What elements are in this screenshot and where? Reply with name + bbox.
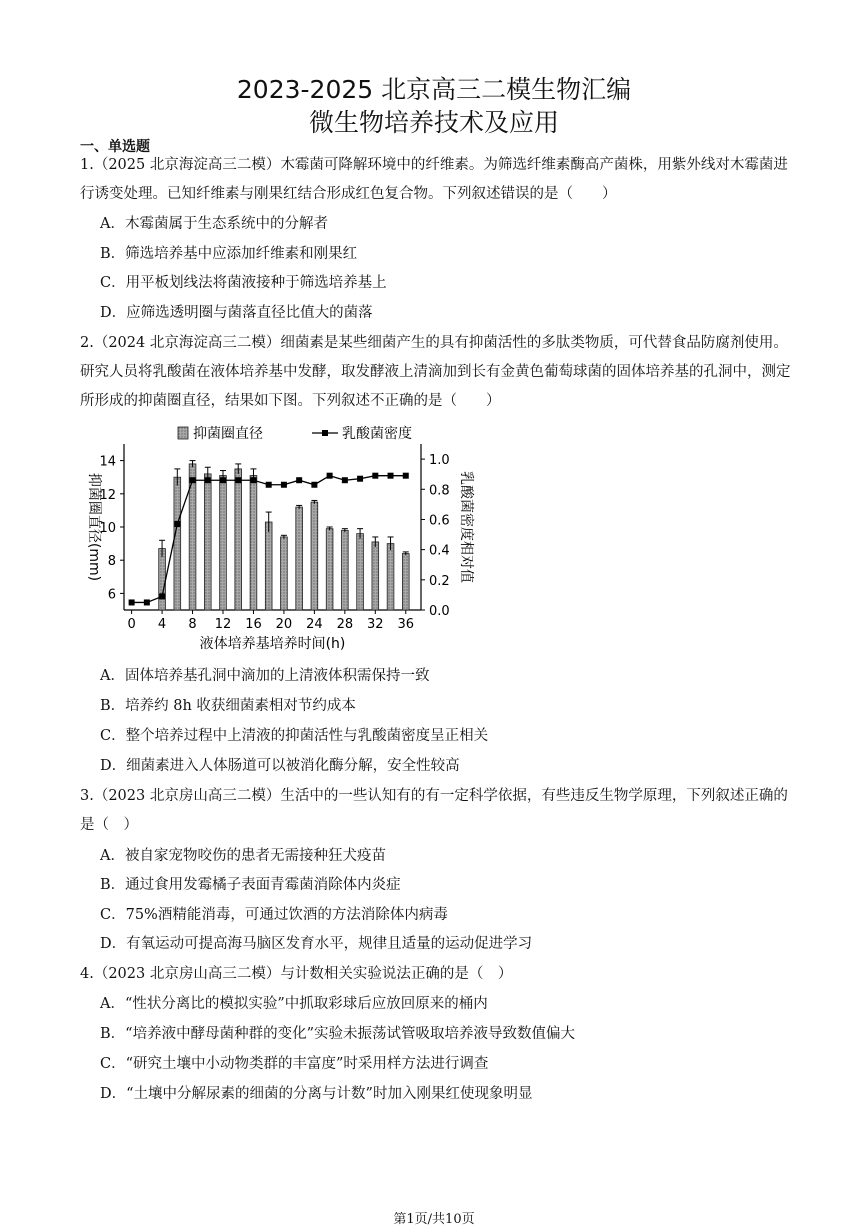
x-tick-label: 32 [367,617,384,632]
question-3-stem: 3.（2023 北京房山高三二模）生活中的一些认知有的有一定科学依据，有些违反生物学原理，下列叙述正确的是（ ） [80,788,788,833]
y-left-tick-label: 6 [107,587,116,603]
y-right-tick-label: 0.8 [429,483,450,499]
chart-line-point [129,599,135,605]
chart-bar [326,529,333,610]
y-left-tick-label: 8 [107,554,116,570]
question-2-stem: 2.（2024 北京海淀高三二模）细菌素是某些细菌产生的具有抑菌活性的多肽类物质，可代替食品防腐剂使用。研究人员将乳酸菌在液体培养基中发酵，取发酵液上清滴加到长有金黄色葡萄球菌的固体培养基的孔洞中，测定所形成的抑菌圈直径，结果如下图。下列叙述不正确的是（ ） [80,335,791,409]
x-tick-label: 20 [275,617,293,632]
question-2-option-a: A．固体培养基孔洞中滴加的上清液体积需保持一致 [100,668,430,684]
question-3-option-c: C．75%酒精能消毒，可通过饮酒的方法消除体内病毒 [100,907,448,923]
x-tick-label: 36 [397,617,415,632]
x-tick-label: 0 [127,617,136,632]
chart-bar [250,476,257,610]
legend-line-marker [322,430,328,436]
chart-line-point [174,521,180,527]
question-4-option-c: C．“研究土壤中小动物类群的丰富度”时采用样方法进行调查 [100,1056,489,1072]
y-left-tick-label: 12 [99,487,116,503]
question-3-option-a: A．被自家宠物咬伤的患者无需接种狂犬疫苗 [100,848,386,864]
chart-bar [174,477,181,610]
question-4-stem: 4.（2023 北京房山高三二模）与计数相关实验说法正确的是（ ） [80,966,513,982]
chart-line-point [296,477,302,483]
y-axis-left-label: 抑菌圈直径(mm) [86,472,102,582]
chart-line-point [372,473,378,479]
question-4-option-a: A．“性状分离比的模拟实验”中抓取彩球后应放回原来的桶内 [100,996,488,1012]
x-tick-label: 4 [157,617,167,632]
chart-bar [311,502,318,610]
question-1-option-b: B．筛选培养基中应添加纤维素和刚果红 [100,246,358,262]
y-left-tick-label: 10 [99,521,116,536]
question-1-stem: 1.（2025 北京海淀高三二模）木霉菌可降解环境中的纤维素。为筛选纤维素酶高产菌株，用紫外线对木霉菌进行诱变处理。已知纤维素与刚果红结合形成红色复合物。下列叙述错误的是（ ） [80,157,788,202]
chart-bar [204,474,211,610]
chart-line-point [190,477,196,483]
question-4-option-b: B．“培养液中酵母菌种群的变化”实验未振荡试管吸取培养液导致数值偏大 [100,1026,575,1042]
chart-bar [220,476,227,610]
y-right-tick-label: 0.2 [429,573,450,589]
page-title: 2023-2025 北京高三二模生物汇编 [236,75,632,104]
x-tick-label: 28 [336,617,354,632]
page-subtitle: 微生物培养技术及应用 [308,108,559,137]
chart-line-point [235,477,241,483]
question-4-option-d: D．“土壤中分解尿素的细菌的分离与计数”时加入刚果红使现象明显 [100,1086,533,1102]
page-footer: 第1页/共10页 [393,1212,475,1227]
y-right-tick-label: 0.0 [429,604,450,619]
question-2-option-c: C．整个培养过程中上清液的抑菌活性与乳酸菌密度呈正相关 [100,728,489,744]
question-3-option-d: D．有氧运动可提高海马脑区发育水平，规律且适量的运动促进学习 [100,936,533,952]
question-1-option-c: C．用平板划线法将菌液接种于筛选培养基上 [100,275,387,291]
y-left-tick-label: 14 [99,454,116,470]
chart-bar [235,469,242,610]
x-tick-label: 12 [214,617,232,632]
y-right-tick-label: 0.4 [429,543,450,559]
question-1-option-a: A．木霉菌属于生态系统中的分解者 [100,216,328,232]
chart-line-point [403,473,409,479]
chart-bar [265,522,272,610]
y-axis-right-label: 乳酸菌密度相对值 [458,471,474,583]
chart-line-point [250,477,256,483]
x-tick-label: 24 [306,617,323,632]
chart-bar [402,554,409,610]
chart-bar [341,530,348,610]
chart-line-point [311,482,317,488]
chart-line-point [220,477,226,483]
chart-bar [357,534,364,610]
chart-line-point [205,477,211,483]
y-right-tick-label: 1.0 [429,453,450,469]
chart-line-point [144,599,150,605]
chart-line-point [388,473,394,479]
chart-line-point [342,477,348,483]
chart-line-point [266,482,272,488]
legend-line-label: 乳酸菌密度 [342,426,412,442]
chart-bar [296,507,303,610]
chart-line-point [357,476,363,482]
legend-bar-swatch [178,427,188,439]
y-right-tick-label: 0.6 [429,513,450,529]
chart-bar [387,544,394,610]
chart-bar [159,549,166,610]
question-2-option-b: B．培养约 8h 收获细菌素相对节约成本 [100,698,356,714]
chart-line-point [327,473,333,479]
question-1-option-d: D．应筛选透明圈与菌落直径比值大的菌落 [100,305,373,321]
x-tick-label: 8 [188,617,197,632]
chart-line-point [159,593,165,599]
x-tick-label: 16 [245,617,262,632]
question-3-option-b: B．通过食用发霉橘子表面青霉菌消除体内炎症 [100,877,401,893]
chart-bar [372,542,379,610]
chart-bar [281,537,288,610]
chart [76,418,486,656]
legend-bar-label: 抑菌圈直径 [193,426,263,442]
question-2-option-d: D．细菌素进入人体肠道可以被消化酶分解，安全性较高 [100,758,460,774]
section-heading: 一、单选题 [80,139,150,155]
x-axis-label: 液体培养基培养时间(h) [199,636,346,652]
chart-line-point [281,482,287,488]
